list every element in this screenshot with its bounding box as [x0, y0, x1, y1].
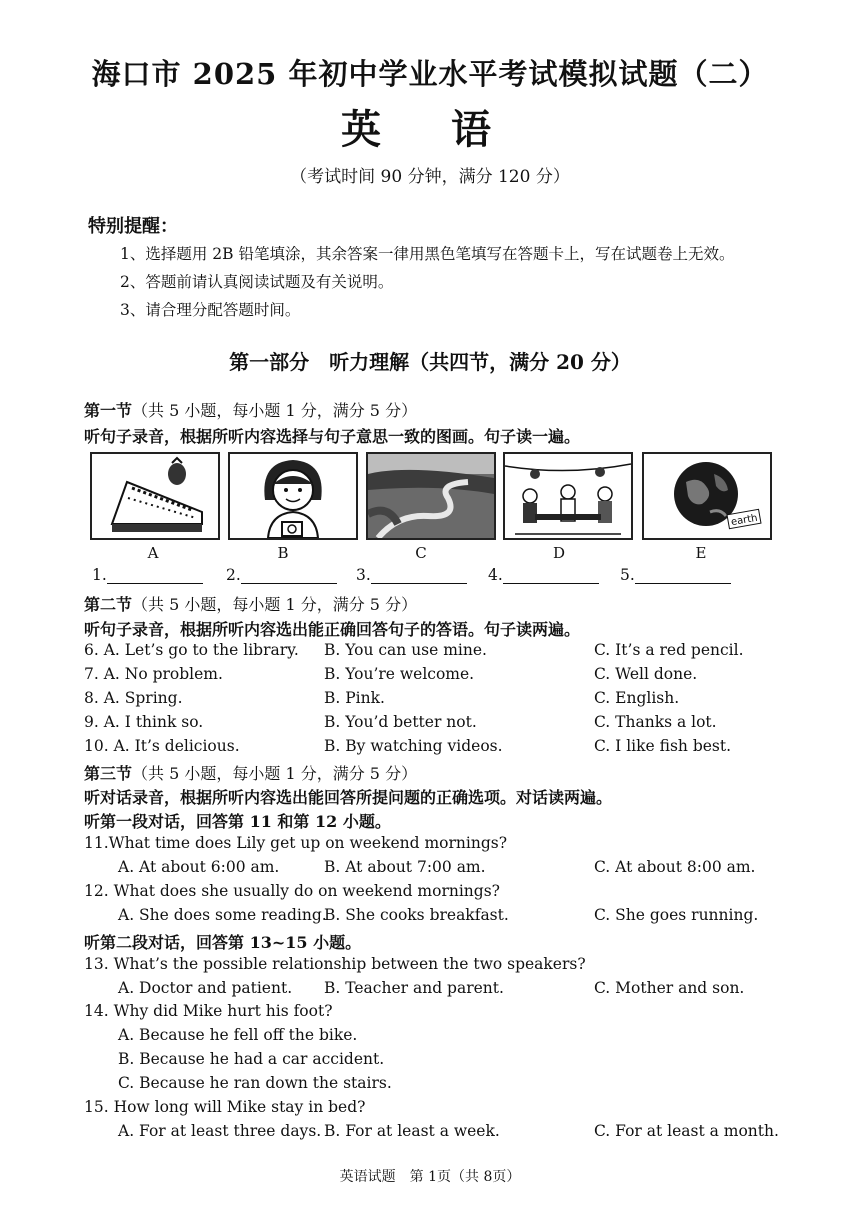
- section3-label: 第三节: [84, 764, 133, 783]
- question-11-stem: 11.What time does Lily get up on weekend mornings?: [84, 834, 508, 852]
- question-10-option-a: 10. A. It’s delicious.: [84, 737, 240, 755]
- answer-blank-1[interactable]: [92, 566, 203, 584]
- question-15-option-c: C. For at least a month.: [594, 1122, 779, 1140]
- part1-title: 第一部分 听力理解（共四节，满分 20 分）: [229, 350, 631, 374]
- question-8-option-c: C. English.: [594, 689, 680, 707]
- question-14-option-b: B. Because he had a car accident.: [118, 1050, 385, 1068]
- question-7-option-c: C. Well done.: [594, 665, 698, 683]
- exam-duration: （考试时间 90 分钟，满分 120 分）: [290, 167, 570, 187]
- blank-number: 5.: [620, 566, 635, 584]
- question-13-stem: 13. What’s the possible relationship between the two speakers?: [84, 955, 586, 973]
- question-9-option-c: C. Thanks a lot.: [594, 713, 717, 731]
- page-footer: 英语试题 第 1页（共 8页）: [339, 1169, 521, 1185]
- picture-e-earth-icon: [642, 452, 772, 540]
- blank-line[interactable]: [371, 568, 467, 584]
- section3-score: （共 5 小题，每小题 1 分，满分 5 分）: [132, 764, 418, 783]
- answer-blank-5[interactable]: [620, 566, 731, 584]
- question-15-stem: 15. How long will Mike stay in bed?: [84, 1098, 366, 1116]
- question-11-option-c: C. At about 8:00 am.: [594, 858, 756, 876]
- section3-instruction: 听对话录音，根据所听内容选出能回答所提问题的正确选项。对话读两遍。: [84, 788, 613, 807]
- question-8-option-b: B. Pink.: [324, 689, 385, 707]
- question-11-option-b: B. At about 7:00 am.: [324, 858, 486, 876]
- question-8-option-a: 8. A. Spring.: [84, 689, 183, 707]
- blank-number: 3.: [356, 566, 371, 584]
- blank-number: 2.: [226, 566, 241, 584]
- picture-c-river-landscape-icon: [366, 452, 496, 540]
- blank-line[interactable]: [503, 568, 599, 584]
- picture-d-children-party-icon: [503, 452, 633, 540]
- answer-blank-2[interactable]: [226, 566, 337, 584]
- subject-title: 英 语: [341, 106, 519, 153]
- question-13-option-b: B. Teacher and parent.: [324, 979, 504, 997]
- answer-blank-3[interactable]: [356, 566, 467, 584]
- question-14-option-c: C. Because he ran down the stairs.: [118, 1074, 392, 1092]
- dialog2-instruction: 听第二段对话，回答第 13~15 小题。: [84, 933, 362, 952]
- reminder-item: 3、请合理分配答题时间。: [120, 301, 301, 319]
- section2-label: 第二节: [84, 595, 133, 614]
- question-7-option-a: 7. A. No problem.: [84, 665, 223, 683]
- dialog1-instruction: 听第一段对话，回答第 11 和第 12 小题。: [84, 812, 391, 831]
- question-6-option-c: C. It’s a red pencil.: [594, 641, 744, 659]
- answer-blank-4[interactable]: [488, 566, 599, 584]
- section1-label: 第一节: [84, 401, 133, 420]
- section3-heading: [84, 761, 417, 784]
- question-15-option-a: A. For at least three days.: [118, 1122, 322, 1140]
- blank-line[interactable]: [107, 568, 203, 584]
- question-9-option-a: 9. A. I think so.: [84, 713, 204, 731]
- picture-label: B: [277, 544, 289, 562]
- section2-instruction: 听句子录音，根据所听内容选出能正确回答句子的答语。句子读两遍。: [84, 620, 581, 639]
- picture-label: D: [552, 544, 566, 562]
- reminder-heading: 特别提醒：: [88, 216, 178, 237]
- question-6-option-b: B. You can use mine.: [324, 641, 487, 659]
- question-15-option-b: B. For at least a week.: [324, 1122, 500, 1140]
- question-9-option-b: B. You’d better not.: [324, 713, 477, 731]
- question-14-option-a: A. Because he fell off the bike.: [118, 1026, 358, 1044]
- section2-score: （共 5 小题，每小题 1 分，满分 5 分）: [132, 595, 418, 614]
- blank-number: 4.: [488, 566, 503, 584]
- question-12-stem: 12. What does she usually do on weekend mornings?: [84, 882, 500, 900]
- question-10-option-b: B. By watching videos.: [324, 737, 503, 755]
- question-14-stem: 14. Why did Mike hurt his foot?: [84, 1002, 333, 1020]
- picture-label: E: [695, 544, 707, 562]
- section1-instruction: 听句子录音，根据所听内容选择与句子意思一致的图画。句子读一遍。: [84, 427, 581, 446]
- question-11-option-a: A. At about 6:00 am.: [118, 858, 280, 876]
- question-12-option-a: A. She does some reading.: [118, 906, 327, 924]
- question-12-option-c: C. She goes running.: [594, 906, 759, 924]
- question-6-option-a: 6. A. Let’s go to the library.: [84, 641, 299, 659]
- blank-line[interactable]: [635, 568, 731, 584]
- blank-number: 1.: [92, 566, 107, 584]
- picture-label: C: [415, 544, 427, 562]
- picture-a-cake-icon: [90, 452, 220, 540]
- exam-title: 海口市 2025 年初中学业水平考试模拟试题（二）: [91, 57, 769, 91]
- question-12-option-b: B. She cooks breakfast.: [324, 906, 509, 924]
- question-13-option-a: A. Doctor and patient.: [118, 979, 293, 997]
- question-10-option-c: C. I like fish best.: [594, 737, 732, 755]
- question-7-option-b: B. You’re welcome.: [324, 665, 475, 683]
- picture-label: A: [147, 544, 159, 562]
- reminder-item: 1、选择题用 2B 铅笔填涂，其余答案一律用黑色笔填写在答题卡上，写在试题卷上无效。: [120, 245, 735, 263]
- question-13-option-c: C. Mother and son.: [594, 979, 745, 997]
- section1-heading: [84, 398, 417, 421]
- blank-line[interactable]: [241, 568, 337, 584]
- section2-heading: [84, 592, 417, 615]
- picture-b-girl-phone-icon: [228, 452, 358, 540]
- earth-caption: earth: [730, 512, 759, 529]
- reminder-item: 2、答题前请认真阅读试题及有关说明。: [120, 273, 394, 291]
- section1-score: （共 5 小题，每小题 1 分，满分 5 分）: [132, 401, 418, 420]
